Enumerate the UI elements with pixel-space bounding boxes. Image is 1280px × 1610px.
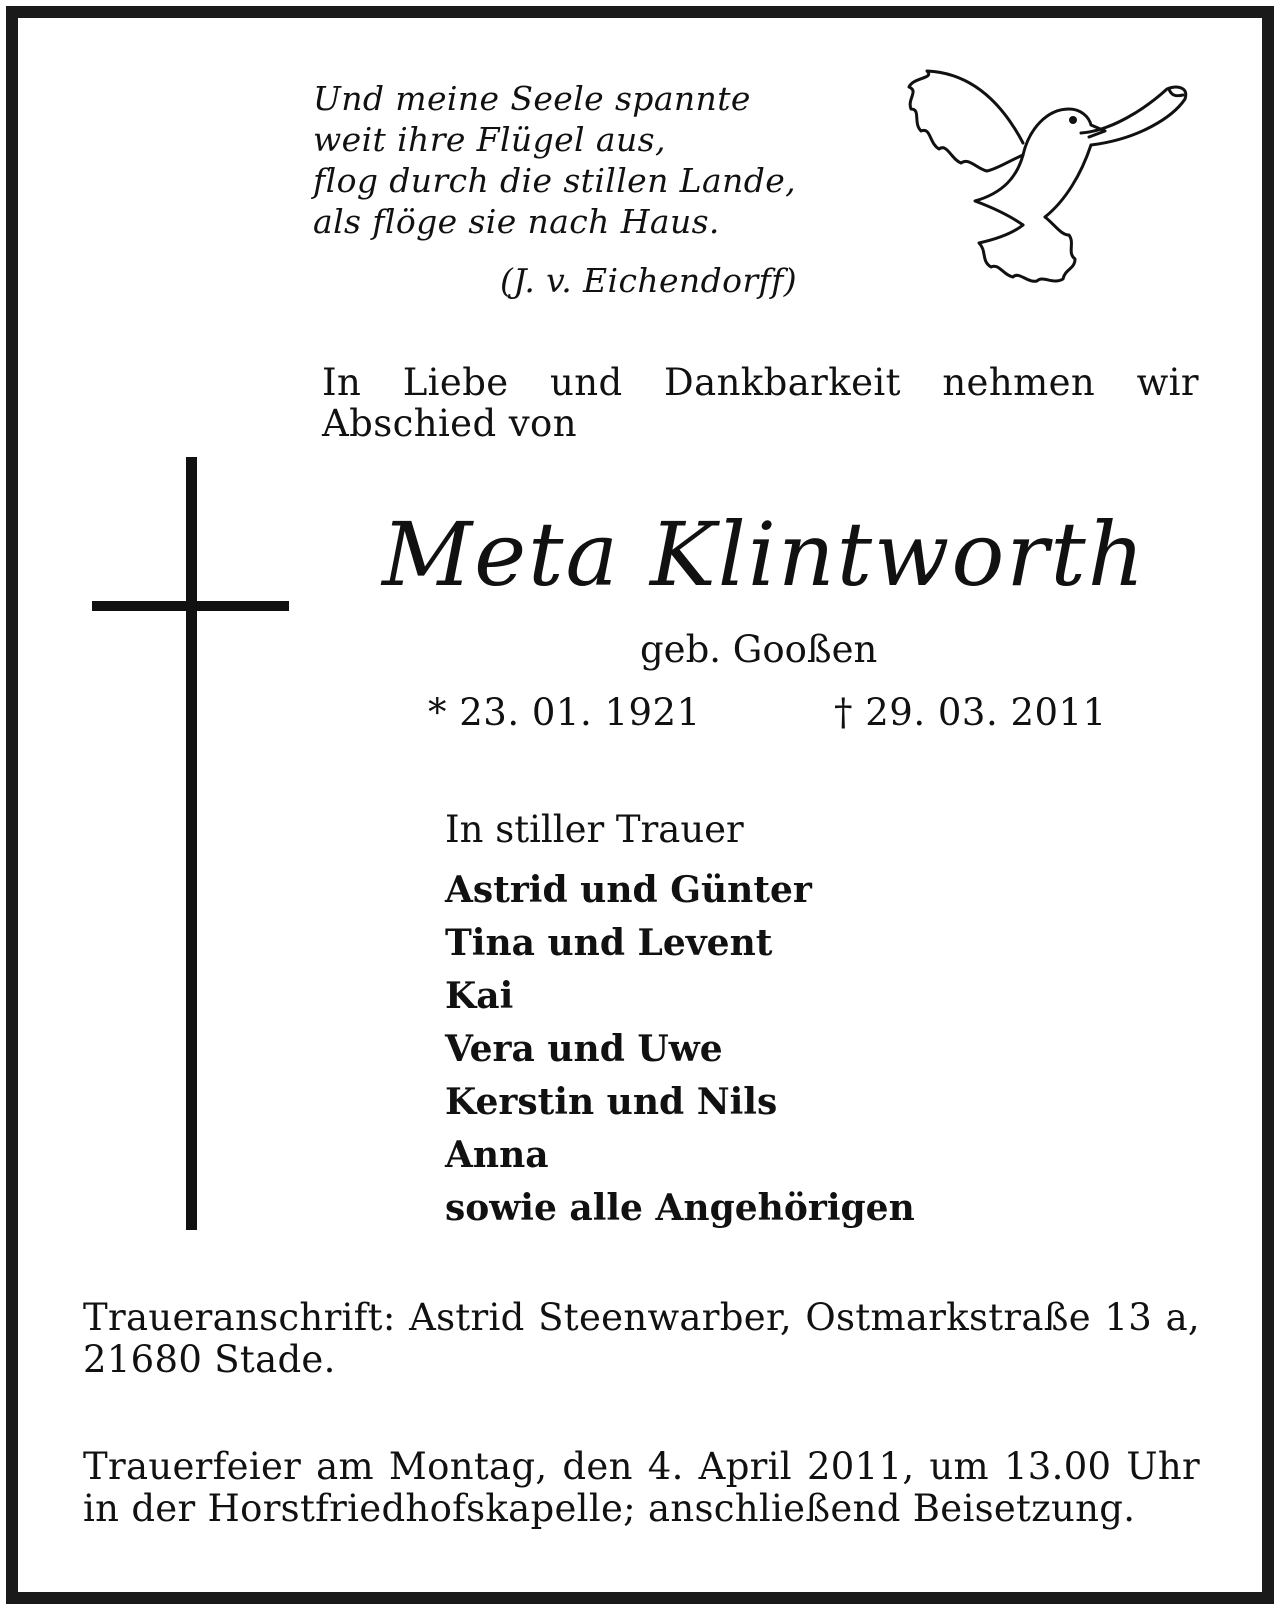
intro-word: Liebe — [402, 361, 509, 404]
poem-line: weit ihre Flügel aus, — [313, 120, 666, 159]
poem — [313, 78, 796, 242]
mourning-heading: In stiller Trauer — [445, 808, 744, 851]
maiden-name: geb. Gooßen — [640, 628, 878, 671]
poem-line: flog durch die stillen Lande, — [313, 161, 797, 200]
dove-icon — [905, 65, 1190, 295]
address-line: 21680 Stade. — [83, 1338, 336, 1381]
intro-word: und — [550, 361, 623, 404]
poem-line: als flöge sie nach Haus. — [313, 202, 720, 241]
mourner-name: Kai — [445, 975, 514, 1017]
mourner-name: Tina und Levent — [445, 922, 773, 964]
intro-text — [322, 362, 1199, 444]
intro-line — [322, 362, 1199, 403]
intro-line: Abschied von — [322, 402, 577, 445]
deceased-name: Meta Klintworth — [382, 503, 1147, 606]
poem-author: (J. v. Eichendorff) — [500, 261, 798, 300]
mourner-name: Astrid und Günter — [445, 869, 812, 911]
mourner-name: sowie alle Angehörigen — [445, 1187, 915, 1229]
intro-word: Dankbarkeit — [664, 361, 901, 404]
ceremony-line: in der Horstfriedhofskapelle; anschließend Beisetzung. — [83, 1487, 1136, 1530]
cross-icon — [186, 457, 197, 1230]
poem-line: Und meine Seele spannte — [313, 79, 751, 118]
birth-date: * 23. 01. 1921 — [428, 691, 701, 734]
ceremony-line: Trauerfeier am Montag, den 4. April 2011, um 13.00 Uhr — [83, 1445, 1200, 1488]
funeral-ceremony — [83, 1446, 1200, 1530]
death-date: † 29. 03. 2011 — [834, 691, 1107, 734]
mourner-list — [445, 864, 915, 1235]
address-line: Traueranschrift: Astrid Steenwarber, Ostmarkstraße 13 a, — [83, 1296, 1200, 1339]
cross-crossbar — [92, 601, 289, 611]
mourner-name: Vera und Uwe — [445, 1028, 723, 1070]
mourner-name: Anna — [445, 1134, 549, 1176]
intro-word: nehmen — [942, 361, 1096, 404]
intro-word: wir — [1136, 361, 1199, 404]
intro-word: In — [322, 361, 362, 404]
mourner-name: Kerstin und Nils — [445, 1081, 778, 1123]
mourning-address — [83, 1297, 1200, 1381]
